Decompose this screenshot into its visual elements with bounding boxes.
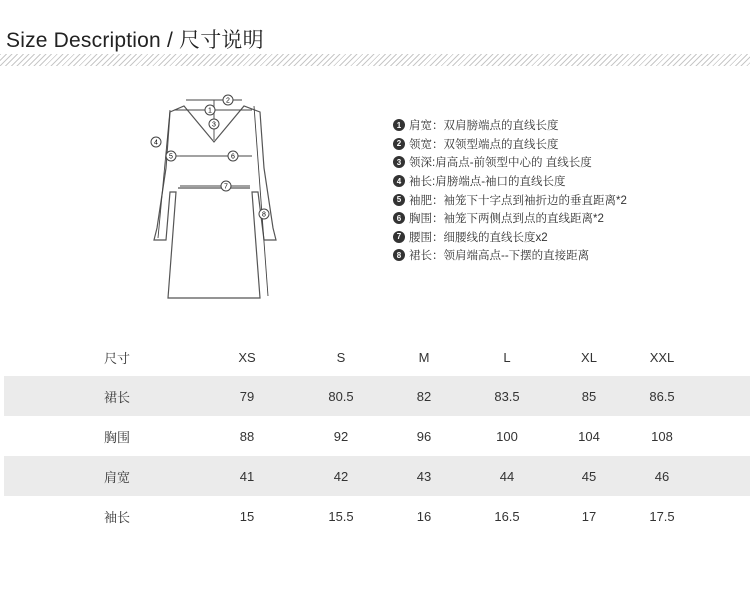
table-cell: 83.5 (494, 388, 520, 404)
legend-item (393, 246, 627, 265)
marker-label: 6 (231, 153, 235, 161)
marker-1 (205, 105, 215, 115)
table-cell: 86.5 (649, 388, 675, 404)
legend-item (393, 135, 627, 154)
size-header: S (336, 349, 346, 365)
title-divider (0, 54, 750, 66)
measurement-legend (393, 116, 627, 265)
table-header-row (4, 338, 750, 376)
table-cell: 44 (499, 468, 515, 484)
marker-label: 8 (262, 211, 266, 219)
legend-number: 1 (393, 119, 405, 131)
marker-7 (221, 181, 231, 191)
table-cell: 108 (651, 428, 673, 444)
size-header: XL (581, 349, 597, 365)
table-cell: 80.5 (328, 388, 354, 404)
table-row (4, 416, 750, 456)
marker-2 (223, 95, 233, 105)
table-cell: 88 (239, 428, 255, 444)
table-cell: 92 (333, 428, 349, 444)
legend-text: 袖长:肩膀端点-袖口的直线长度 (409, 176, 566, 189)
table-row (4, 376, 750, 416)
legend-number: 2 (393, 138, 405, 150)
table-cell: 41 (239, 468, 255, 484)
table-cell: 46 (654, 468, 670, 484)
marker-label: 5 (169, 153, 173, 161)
legend-text: 领宽：双领型端点的直线长度 (409, 138, 559, 151)
legend-number: 6 (393, 212, 405, 224)
legend-item (393, 116, 627, 135)
dress-measurement-diagram (140, 88, 290, 308)
dress-length-line (254, 106, 268, 296)
table-cell: 17 (581, 508, 597, 524)
row-label: 胸围 (103, 429, 131, 445)
table-cell: 43 (416, 468, 432, 484)
table-cell: 82 (416, 388, 432, 404)
legend-number: 7 (393, 231, 405, 243)
legend-number: 8 (393, 249, 405, 261)
legend-item (393, 209, 627, 228)
table-cell: 16 (416, 508, 432, 524)
marker-8 (259, 209, 269, 219)
row-label: 裙长 (103, 389, 131, 405)
size-table (4, 338, 750, 536)
table-cell: 16.5 (494, 508, 520, 524)
row-label: 袖长 (103, 509, 131, 525)
table-cell: 96 (416, 428, 432, 444)
dress-outline (154, 106, 276, 298)
marker-label: 1 (208, 107, 212, 115)
legend-number: 5 (393, 194, 405, 206)
size-header: M (418, 349, 430, 365)
legend-number: 3 (393, 156, 405, 168)
marker-label: 7 (224, 183, 228, 191)
table-cell: 45 (581, 468, 597, 484)
table-cell: 100 (496, 428, 518, 444)
table-cell: 17.5 (649, 508, 675, 524)
marker-5 (166, 151, 176, 161)
table-cell: 79 (239, 388, 255, 404)
legend-text: 裙长：领肩端高点--下摆的直接距离 (409, 250, 590, 263)
marker-6 (228, 151, 238, 161)
table-row (4, 496, 750, 536)
table-cell: 104 (578, 428, 600, 444)
legend-number: 4 (393, 175, 405, 187)
header-label: 尺寸 (103, 350, 131, 366)
table-cell: 15.5 (328, 508, 354, 524)
size-header: XS (238, 349, 256, 365)
legend-text: 腰围：细腰线的直线长度x2 (409, 231, 548, 244)
legend-item (393, 172, 627, 191)
legend-text: 袖肥：袖笼下十字点到袖折边的垂直距离*2 (409, 194, 627, 207)
size-header: L (503, 349, 511, 365)
legend-item (393, 153, 627, 172)
marker-3 (209, 119, 219, 129)
table-row (4, 456, 750, 496)
legend-text: 胸围：袖笼下两侧点到点的直线距离*2 (409, 213, 604, 226)
legend-text: 肩宽：双肩膀端点的直线长度 (409, 120, 559, 133)
table-cell: 15 (239, 508, 255, 524)
marker-label: 2 (226, 97, 230, 105)
legend-item (393, 228, 627, 247)
legend-item (393, 190, 627, 209)
marker-label: 3 (212, 121, 216, 129)
size-header: XXL (649, 349, 675, 365)
legend-text: 领深:肩高点-前领型中心的 直线长度 (409, 157, 592, 170)
table-cell: 85 (581, 388, 597, 404)
table-cell: 42 (333, 468, 349, 484)
row-label: 肩宽 (103, 469, 131, 485)
marker-label: 4 (154, 139, 158, 147)
page-title: Size Description / 尺寸说明 (6, 29, 264, 52)
marker-4 (151, 137, 161, 147)
